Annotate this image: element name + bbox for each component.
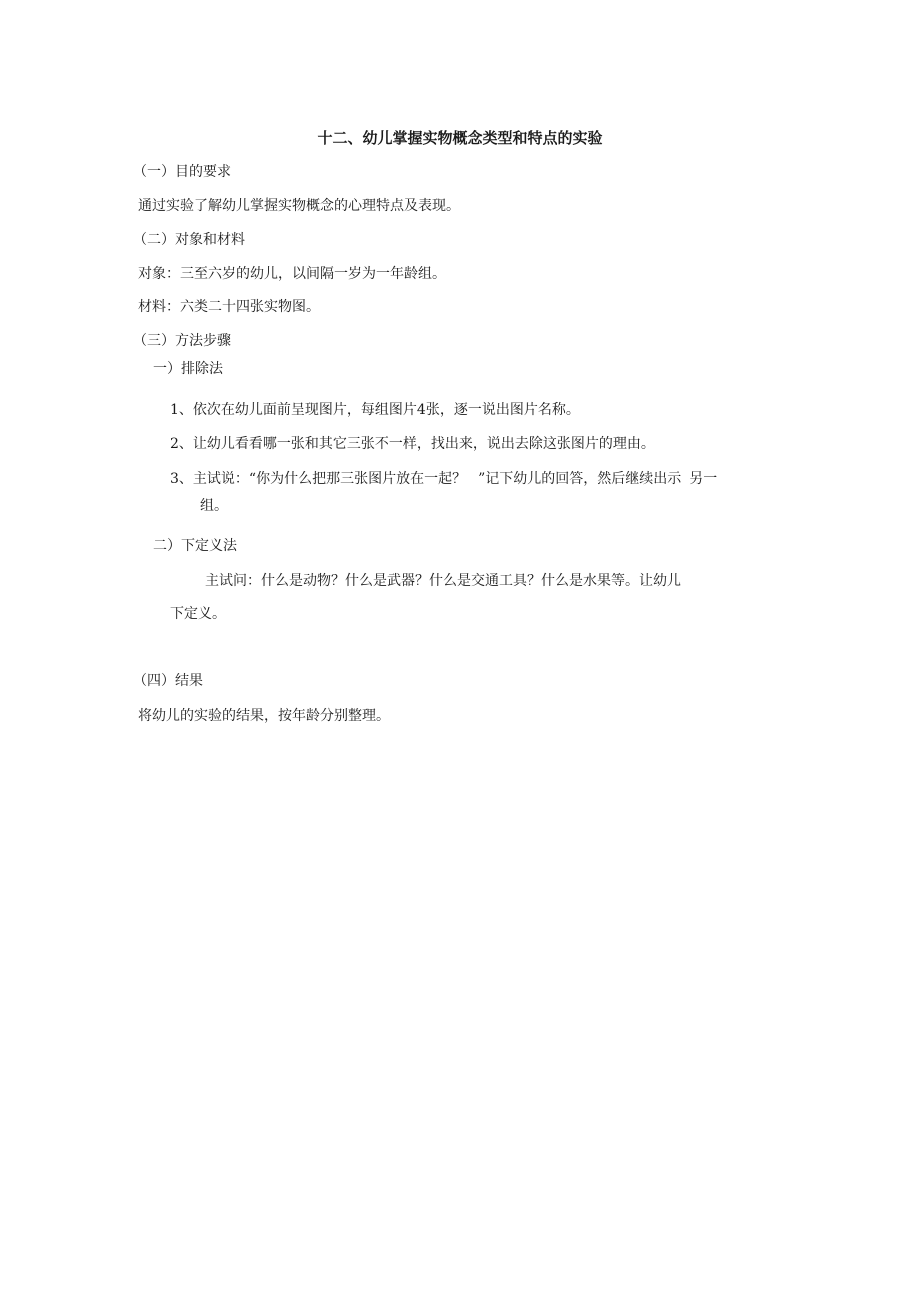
step-text: 另一 — [689, 471, 718, 487]
section-heading-results: （四）结果 — [133, 673, 203, 689]
step-text: 让幼儿看看哪一张和其它三张不一样，找出来，说出去除这张图片的理由。 — [192, 436, 655, 452]
step-number: 2、 — [170, 436, 193, 452]
step-item — [170, 470, 717, 488]
method-heading-exclusion: 一）排除法 — [153, 361, 223, 377]
step-text-continuation: 组。 — [200, 498, 228, 514]
method-heading-definition: 二）下定义法 — [153, 538, 237, 554]
document-title: 十二、幼儿掌握实物概念类型和特点的实验 — [317, 129, 603, 147]
results-text: 将幼儿的实验的结果，按年龄分别整理。 — [138, 708, 390, 724]
step-number: 1、 — [170, 402, 193, 418]
step-item — [170, 401, 580, 419]
subject-text: 对象：三至六岁的幼儿，以间隔一岁为一年龄组。 — [138, 266, 446, 282]
section-heading-purpose: （一）目的要求 — [133, 164, 231, 180]
definition-text: 主试问：什么是动物？什么是武器？什么是交通工具？什么是水果等。让幼儿 — [205, 573, 681, 589]
section-heading-procedure: （三）方法步骤 — [133, 333, 231, 349]
step-text: 依次在幼儿面前呈现图片，每组图片4张，逐一说出图片名称。 — [192, 402, 580, 418]
step-text: ”记下幼儿的回答，然后继续出示 — [478, 471, 682, 487]
material-text: 材料：六类二十四张实物图。 — [138, 299, 320, 315]
step-text: 主试说：“你为什么把那三张图片放在一起？ — [192, 471, 467, 487]
purpose-text: 通过实验了解幼儿掌握实物概念的心理特点及表现。 — [138, 198, 460, 214]
definition-text-continuation: 下定义。 — [170, 606, 226, 622]
step-number: 3、 — [170, 471, 193, 487]
section-heading-subjects-materials: （二）对象和材料 — [133, 232, 245, 248]
step-item — [170, 435, 655, 453]
